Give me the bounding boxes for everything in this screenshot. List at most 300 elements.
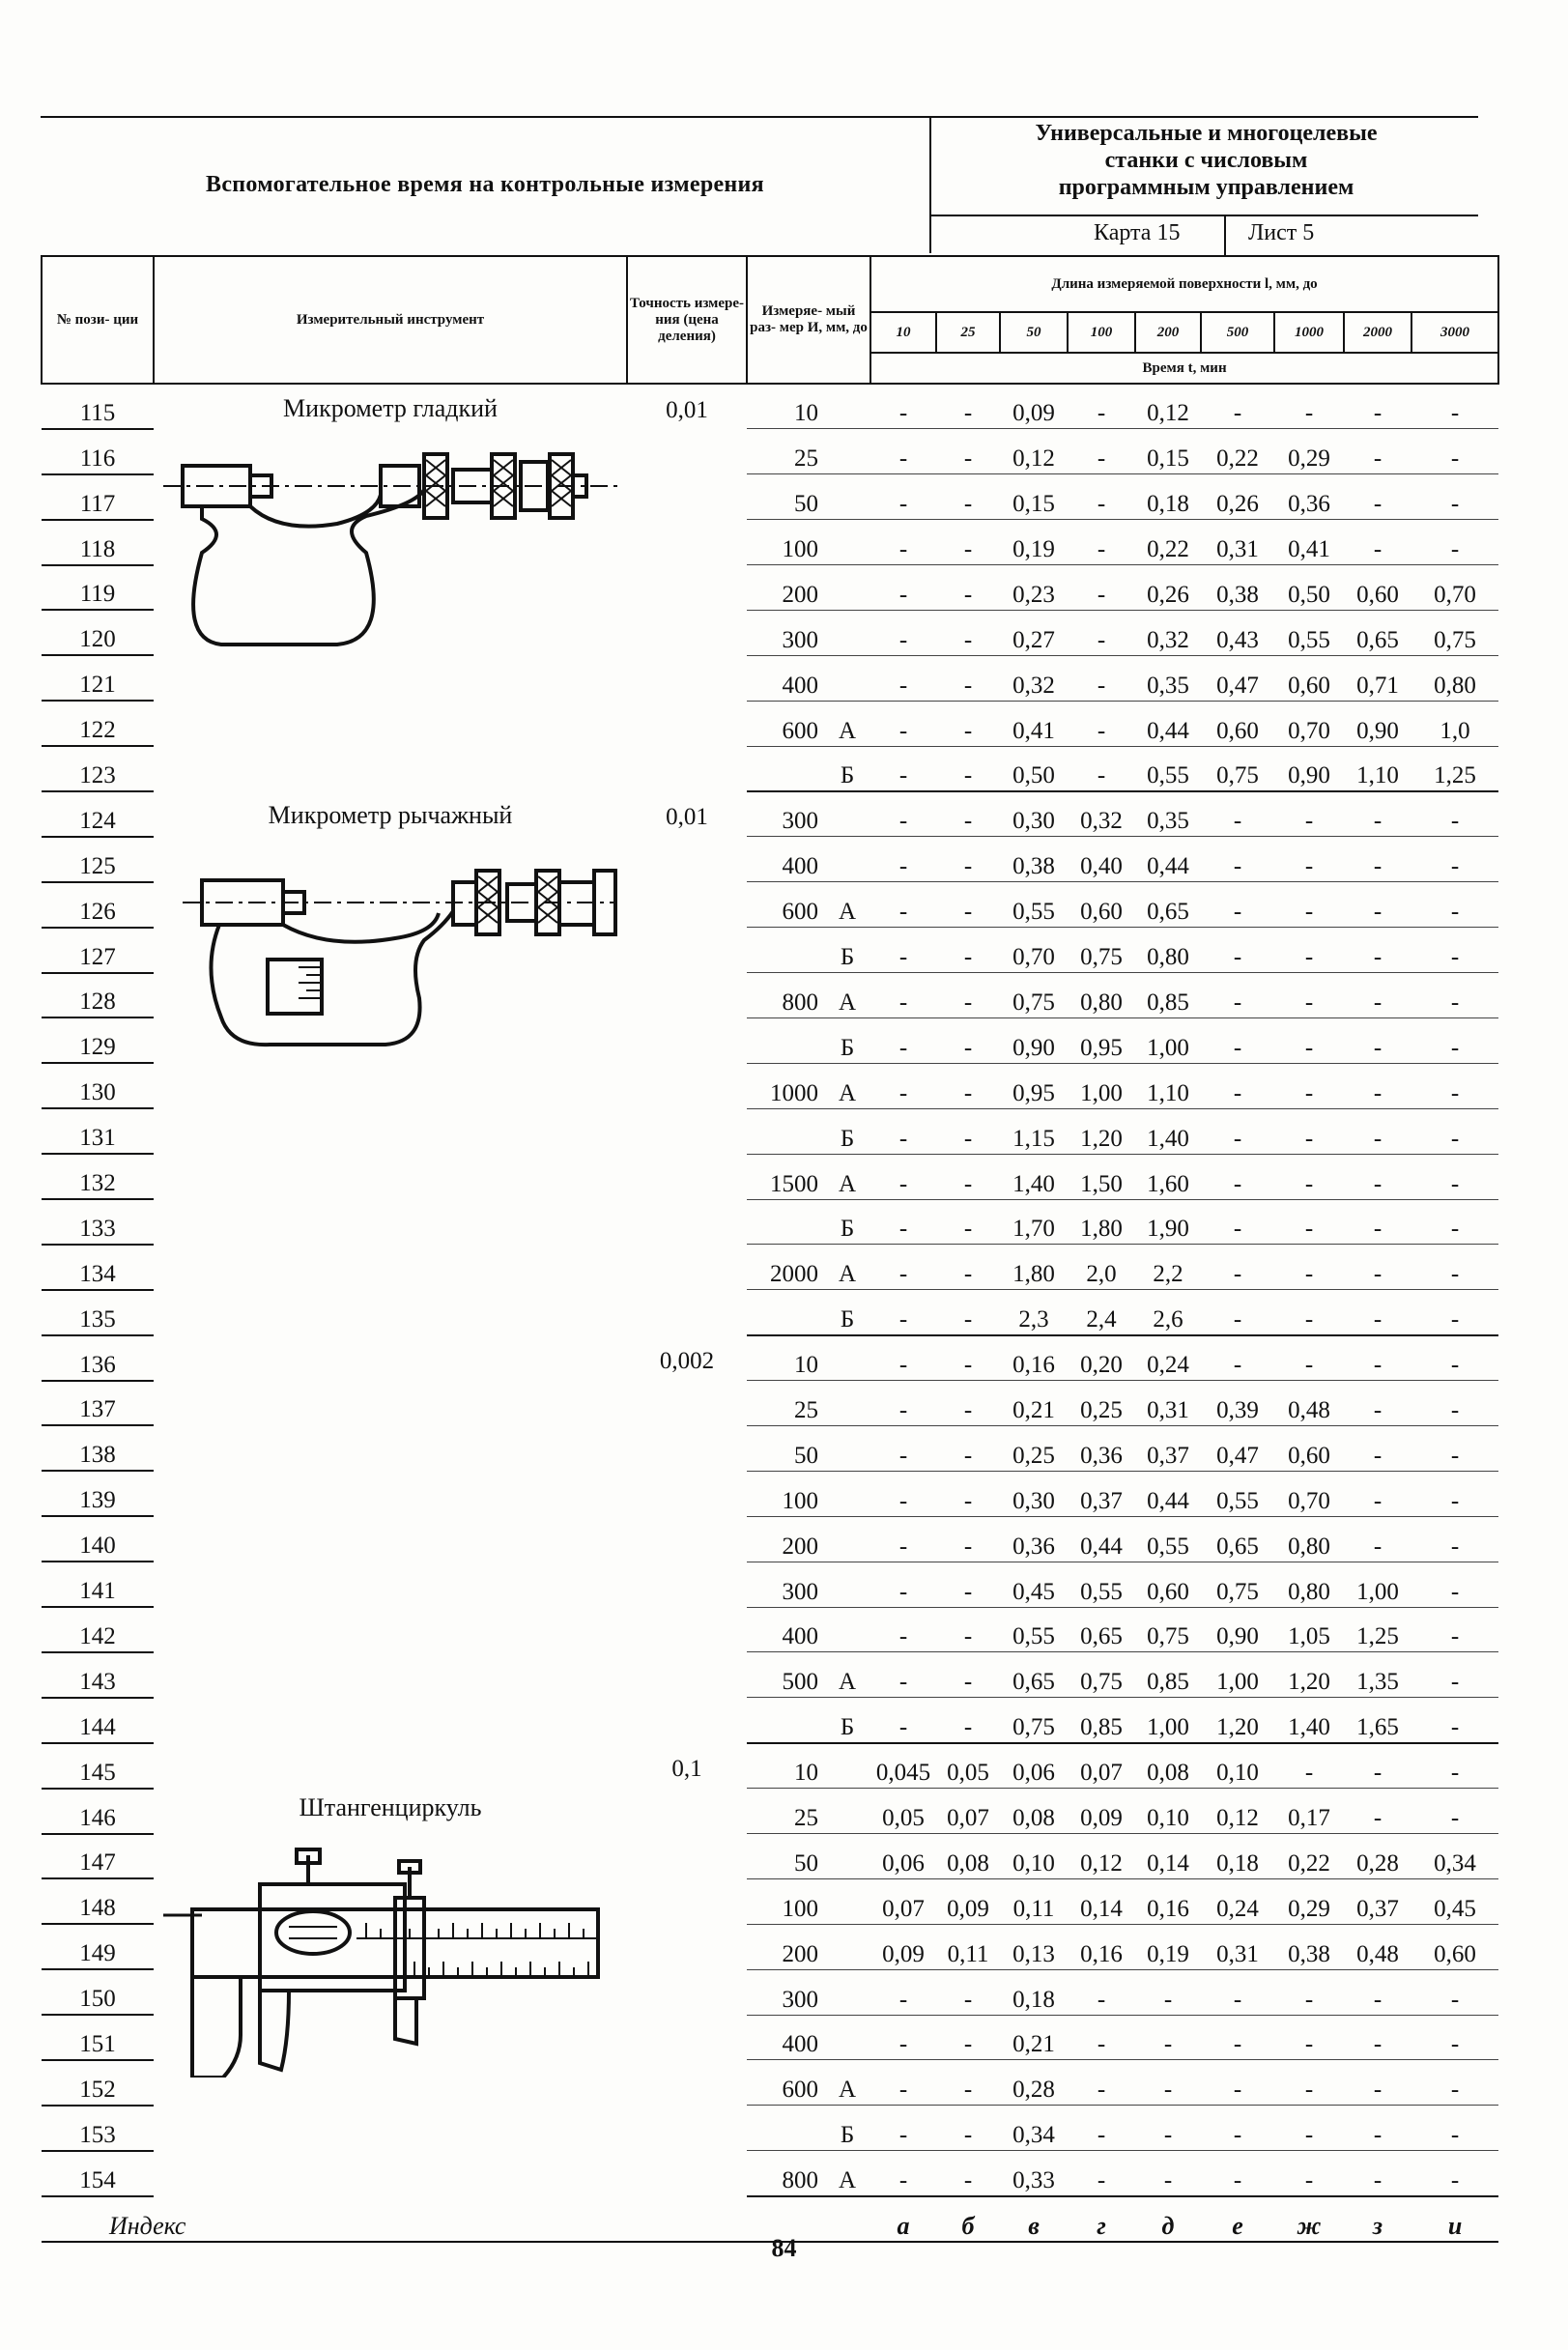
accuracy-value: 0,1 [671,1755,702,1782]
col-header-position [42,256,154,384]
time-value: - [1274,1290,1344,1335]
time-value: 0,27 [1000,610,1068,655]
measured-size: 1500 [747,1154,824,1199]
measured-size: 300 [747,1969,824,2015]
time-value: 0,32 [1135,610,1201,655]
time-value: - [1344,1969,1411,2015]
time-value: 0,12 [1068,1834,1135,1879]
accuracy-grade: Б [824,746,870,791]
time-value: - [1344,1335,1411,1381]
col-header-time-text: Время t, мин [1142,359,1227,376]
time-value: - [1344,1516,1411,1562]
time-value: 0,75 [1068,1652,1135,1698]
col-header-instrument-text: Измерительный инструмент [296,311,485,328]
accuracy-grade [824,655,870,701]
measured-size [747,746,824,791]
time-value: - [870,1290,936,1335]
time-value: - [936,655,1000,701]
time-value: 0,95 [1000,1063,1068,1108]
index-letter: г [1068,2196,1135,2242]
time-value: - [1344,1471,1411,1516]
time-value: - [936,2106,1000,2151]
accuracy-grade [824,610,870,655]
time-value: 0,80 [1274,1562,1344,1607]
time-value: 0,55 [1274,610,1344,655]
length-value-10: 10 [870,312,936,353]
time-value: - [870,1335,936,1381]
time-value: 0,44 [1135,1471,1201,1516]
time-value: - [1274,973,1344,1018]
time-value: 0,44 [1068,1516,1135,1562]
measured-size: 50 [747,1425,824,1471]
time-value: - [1344,2060,1411,2106]
col-header-time [870,353,1498,384]
time-value: 0,65 [1201,1516,1274,1562]
time-value: 0,48 [1344,1924,1411,1969]
measured-size: 600 [747,882,824,928]
time-value: - [1411,1063,1498,1108]
time-norms-table [41,255,1499,2243]
measured-size: 600 [747,2060,824,2106]
time-value: 2,2 [1135,1245,1201,1290]
time-value: 0,85 [1068,1698,1135,1743]
time-value: - [1411,1743,1498,1789]
accuracy-value: 0,01 [666,397,708,423]
time-value: 0,07 [1068,1743,1135,1789]
time-value: 0,10 [1201,1743,1274,1789]
time-value: - [1201,973,1274,1018]
position-number: 132 [42,1154,154,1199]
time-value: - [1274,2151,1344,2196]
accuracy-grade: А [824,1245,870,1290]
position-number: 138 [42,1425,154,1471]
accuracy-grade: А [824,973,870,1018]
measured-size: 300 [747,610,824,655]
index-letter: в [1000,2196,1068,2242]
accuracy-grade [824,1924,870,1969]
time-value: 0,34 [1000,2106,1068,2151]
time-value: 1,10 [1135,1063,1201,1108]
position-number: 139 [42,1471,154,1516]
accuracy-grade [824,1743,870,1789]
col-header-accuracy [627,256,747,384]
instrument-name: Микрометр рычажный [268,801,513,830]
time-value: - [1274,2106,1344,2151]
time-value: 1,65 [1344,1698,1411,1743]
time-value: - [1274,1154,1344,1199]
time-value: - [936,2015,1000,2060]
time-value: 0,90 [1344,701,1411,746]
lever-micrometer-drawing [154,853,627,1073]
time-value: 0,32 [1000,655,1068,701]
time-value: - [936,1698,1000,1743]
time-value: - [936,1471,1000,1516]
time-value: 2,6 [1135,1290,1201,1335]
accuracy-grade: А [824,2060,870,2106]
time-value: 0,24 [1201,1878,1274,1924]
time-value: 0,35 [1135,655,1201,701]
time-value: - [1201,882,1274,928]
accuracy-grade [824,1834,870,1879]
measured-size [747,2106,824,2151]
time-value: - [1068,1969,1135,2015]
time-value: 0,31 [1135,1381,1201,1426]
time-value: 0,36 [1274,474,1344,520]
time-value: 0,30 [1000,1471,1068,1516]
time-value: - [1411,1969,1498,2015]
measured-size: 200 [747,1924,824,1969]
time-value: 1,00 [1135,1698,1201,1743]
machine-type-line: станки с числовым [1104,148,1308,173]
time-value: 0,10 [1135,1789,1201,1834]
time-value: - [870,1154,936,1199]
index-letter: ж [1274,2196,1344,2242]
time-value: - [870,1562,936,1607]
time-value: 0,11 [1000,1878,1068,1924]
time-value: 0,16 [1135,1878,1201,1924]
time-value: - [936,2151,1000,2196]
col-header-size-text: Измеряе- мый раз- мер И, мм, до [750,303,868,335]
time-value: 0,44 [1135,837,1201,882]
time-value: - [1411,1335,1498,1381]
time-value: - [1068,2151,1135,2196]
time-value: 0,28 [1344,1834,1411,1879]
position-number: 122 [42,701,154,746]
accuracy-value: 0,002 [659,1347,715,1374]
time-value: 1,15 [1000,1108,1068,1154]
measured-size: 500 [747,1652,824,1698]
time-value: 0,47 [1201,1425,1274,1471]
time-value: - [1135,1969,1201,2015]
measured-size: 800 [747,2151,824,2196]
time-value: - [1201,1335,1274,1381]
length-value-100: 100 [1068,312,1135,353]
time-value: - [936,1516,1000,1562]
time-value: - [1344,1290,1411,1335]
length-value-25: 25 [936,312,1000,353]
position-number: 129 [42,1017,154,1063]
time-value: 0,26 [1135,565,1201,611]
time-value: - [1344,2015,1411,2060]
time-value: - [1344,1381,1411,1426]
time-value: 0,28 [1000,2060,1068,2106]
time-value: 0,41 [1000,701,1068,746]
time-value: - [1201,1245,1274,1290]
index-letter: и [1411,2196,1498,2242]
time-value: - [1201,791,1274,837]
time-value: 0,60 [1135,1562,1201,1607]
measured-size: 50 [747,1834,824,1879]
time-value: 0,09 [1000,384,1068,429]
time-value: 1,70 [1000,1199,1068,1245]
measured-size [747,1199,824,1245]
accuracy-grade [824,1789,870,1834]
time-value: - [936,837,1000,882]
time-value: 0,12 [1135,384,1201,429]
time-value: 0,18 [1000,1969,1068,2015]
position-number: 120 [42,610,154,655]
measured-size: 10 [747,384,824,429]
accuracy-cell [627,1743,747,2196]
accuracy-grade: А [824,1063,870,1108]
time-value: 0,18 [1201,1834,1274,1879]
time-value: - [1344,1108,1411,1154]
time-value: - [1411,1789,1498,1834]
time-value: 0,60 [1344,565,1411,611]
time-value: 0,45 [1000,1562,1068,1607]
time-value: 0,29 [1274,429,1344,474]
time-value: 0,22 [1135,520,1201,565]
time-value: 0,30 [1000,791,1068,837]
time-value: 0,65 [1135,882,1201,928]
time-value: 1,40 [1135,1108,1201,1154]
measured-size: 100 [747,520,824,565]
time-value: 0,45 [1411,1878,1498,1924]
time-value: 0,41 [1274,520,1344,565]
length-value-500: 500 [1201,312,1274,353]
time-value: 0,35 [1135,791,1201,837]
time-value: - [1274,837,1344,882]
length-value-50: 50 [1000,312,1068,353]
time-value: 0,85 [1135,973,1201,1018]
time-value: - [1201,837,1274,882]
time-value: - [1201,928,1274,973]
measured-size: 25 [747,429,824,474]
position-number: 140 [42,1516,154,1562]
length-value-1000: 1000 [1274,312,1344,353]
time-value: - [870,973,936,1018]
time-value: - [936,2060,1000,2106]
time-value: 0,70 [1274,1471,1344,1516]
time-value: 0,17 [1274,1789,1344,1834]
time-value: - [936,1154,1000,1199]
time-value: - [1135,2151,1201,2196]
time-value: 0,38 [1201,565,1274,611]
table-body [42,384,1498,2242]
time-value: 0,80 [1411,655,1498,701]
time-value: - [1344,1199,1411,1245]
time-value: 0,75 [1068,928,1135,973]
time-value: - [870,701,936,746]
measured-size: 25 [747,1381,824,1426]
time-value: - [1274,882,1344,928]
measured-size: 10 [747,1335,824,1381]
accuracy-grade: А [824,1154,870,1199]
time-value: 0,80 [1274,1516,1344,1562]
time-value: 0,43 [1201,610,1274,655]
time-value: 1,25 [1411,746,1498,791]
time-value: - [1411,837,1498,882]
time-value: 0,11 [936,1924,1000,1969]
time-value: - [1274,1743,1344,1789]
time-value: - [1344,429,1411,474]
time-value: 1,00 [1068,1063,1135,1108]
time-value: 0,14 [1135,1834,1201,1879]
smooth-micrometer-drawing [154,446,627,675]
time-value: - [936,701,1000,746]
sheet-number: Лист 5 [1248,220,1315,245]
time-value: - [1344,384,1411,429]
time-value: - [1344,837,1411,882]
time-value: - [1274,791,1344,837]
time-value: - [870,837,936,882]
time-value: 0,25 [1068,1381,1135,1426]
time-value: - [1411,1516,1498,1562]
time-value: - [1068,2015,1135,2060]
position-number: 150 [42,1969,154,2015]
time-value: 0,85 [1135,1652,1201,1698]
time-value: - [1344,1789,1411,1834]
machine-type-title [934,120,1478,211]
time-value: - [936,1652,1000,1698]
time-value: - [1411,1154,1498,1199]
time-value: - [1068,474,1135,520]
time-value: 0,44 [1135,701,1201,746]
time-value: - [936,1063,1000,1108]
measured-size: 800 [747,973,824,1018]
position-number: 119 [42,565,154,611]
table-row [42,384,1498,429]
position-number: 154 [42,2151,154,2196]
time-value: - [936,474,1000,520]
time-value: 0,16 [1068,1924,1135,1969]
time-value: 0,15 [1135,429,1201,474]
col-header-instrument [154,256,627,384]
time-value: 0,75 [1000,973,1068,1018]
time-value: 0,32 [1068,791,1135,837]
time-value: 0,34 [1411,1834,1498,1879]
time-value: - [870,429,936,474]
measured-size: 400 [747,1607,824,1652]
time-value: 0,60 [1411,1924,1498,1969]
time-value: 0,05 [870,1789,936,1834]
position-number: 146 [42,1789,154,1834]
time-value: - [1274,928,1344,973]
accuracy-cell [627,791,747,1335]
accuracy-grade [824,1471,870,1516]
time-value: - [1068,2106,1135,2151]
time-value: 0,36 [1068,1425,1135,1471]
length-value-3000: 3000 [1411,312,1498,353]
measured-size: 100 [747,1878,824,1924]
col-header-length-group [870,256,1498,312]
measured-size: 1000 [747,1063,824,1108]
time-value: - [1344,791,1411,837]
time-value: 0,21 [1000,1381,1068,1426]
time-norms-table-wrap [41,255,1478,2243]
time-value: - [936,791,1000,837]
time-value: 0,65 [1000,1652,1068,1698]
time-value: - [870,384,936,429]
time-value: 0,60 [1201,701,1274,746]
time-value: 1,25 [1344,1607,1411,1652]
time-value: 0,07 [936,1789,1000,1834]
time-value: - [870,565,936,611]
accuracy-cell [627,384,747,791]
time-value: 0,05 [936,1743,1000,1789]
time-value: 2,4 [1068,1290,1135,1335]
time-value: 0,55 [1201,1471,1274,1516]
time-value: 0,14 [1068,1878,1135,1924]
time-value: 0,23 [1000,565,1068,611]
time-value: - [936,746,1000,791]
measured-size [747,928,824,973]
time-value: - [1411,1290,1498,1335]
time-value: - [1274,1108,1344,1154]
accuracy-grade: А [824,701,870,746]
time-value: - [870,1063,936,1108]
time-value: - [1068,384,1135,429]
time-value: 0,31 [1201,520,1274,565]
time-value: 0,75 [1135,1607,1201,1652]
time-value: - [1201,2106,1274,2151]
accuracy-grade [824,837,870,882]
time-value: - [1135,2015,1201,2060]
time-value: - [936,520,1000,565]
time-value: - [1068,610,1135,655]
time-value: - [1411,1698,1498,1743]
time-value: 1,20 [1068,1108,1135,1154]
accuracy-value: 0,01 [666,804,708,831]
accuracy-grade: Б [824,2106,870,2151]
time-value: 0,08 [1000,1789,1068,1834]
position-number: 125 [42,837,154,882]
instrument-name: Штангенциркуль [299,1792,482,1821]
measured-size: 100 [747,1471,824,1516]
table-row [42,1335,1498,1381]
time-value: 0,24 [1135,1335,1201,1381]
time-value: 1,0 [1411,701,1498,746]
time-value: - [936,1969,1000,2015]
time-value: - [1411,429,1498,474]
time-value: - [870,2015,936,2060]
time-value: 0,55 [1135,746,1201,791]
measured-size [747,1017,824,1063]
time-value: - [870,882,936,928]
caliper-drawing [154,1846,627,2084]
position-number: 134 [42,1245,154,1290]
time-value: - [870,655,936,701]
time-value: - [1274,1063,1344,1108]
time-value: 0,07 [870,1878,936,1924]
position-number: 152 [42,2060,154,2106]
time-value: 0,36 [1000,1516,1068,1562]
time-value: 0,09 [936,1878,1000,1924]
time-value: - [870,2106,936,2151]
time-value: 0,21 [1000,2015,1068,2060]
time-value: - [1201,2060,1274,2106]
time-value: - [1068,701,1135,746]
time-value: - [1411,2151,1498,2196]
time-value: - [1411,520,1498,565]
card-sheet-row [929,215,1478,255]
measured-size: 300 [747,791,824,837]
accuracy-grade [824,1969,870,2015]
time-value: 0,19 [1135,1924,1201,1969]
position-number: 123 [42,746,154,791]
time-value: - [1344,973,1411,1018]
position-number: 136 [42,1335,154,1381]
time-value: - [1135,2060,1201,2106]
time-value: - [1201,2015,1274,2060]
time-value: 0,22 [1274,1834,1344,1879]
time-value: - [870,1017,936,1063]
time-value: - [1274,1245,1344,1290]
time-value: 0,31 [1201,1924,1274,1969]
accuracy-grade [824,384,870,429]
time-value: - [870,1969,936,2015]
time-value: 0,20 [1068,1335,1135,1381]
